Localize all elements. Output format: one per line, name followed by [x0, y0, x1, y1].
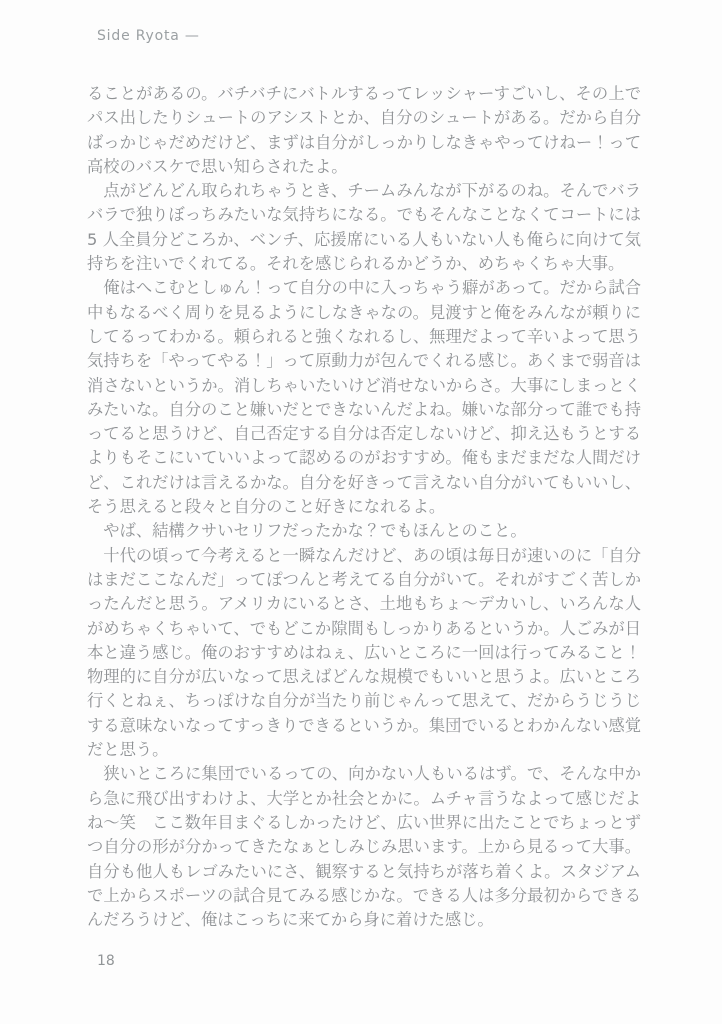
page-number: 18	[97, 953, 115, 969]
paragraph-1: ることがあるの。バチバチにバトルするってレッシャーすごいし、その上でパス出したりシュートのアシストとか、自分のシュートがある。だから自分ばっかじゃだめだけど、まずは自分がしっかりしなきゃやってけねー！って高校のバスケで思い知らされたよ。	[87, 84, 641, 176]
paragraph-6: 狭いところに集団でいるっての、向かない人もいるはず。で、そんな中から急に飛び出すわけよ、大学とか社会とかに。ムチャ言うなよって感じだよね〜笑 ここ数年目まぐるしかったけど、広い世界に出たことでちょっとずつ自分の形が分かってきたなぁとしみじみ思います。上から見るって大事。自分も他人もレゴみたいにさ、観察すると気持ちが落ち着くよ。スタジアムで上からスポーツの試合見てみる感じかな。できる人は多分最初からできるんだろうけど、俺はこっちに来てから身に着けた感じ。	[87, 764, 641, 930]
running-header: Side Ryota —	[97, 28, 200, 44]
paragraph-3: 俺はへこむとしゅん！って自分の中に入っちゃう癖があって。だから試合中もなるべく周りを見るようにしなきゃなの。見渡すと俺をみんなが頼りにしてるってわかる。頼られると強くなれるし、無理だよって辛いよって思う気持ちを「やってやる！」って原動力が包んでくれる感じ。あくまで弱音は消さないというか。消しちゃいたいけど消せないからさ。大事にしまっとくみたいな。自分のこと嫌いだとできないんだよね。嫌いな部分って誰でも持ってると思うけど、自己否定する自分は否定しないけど、抑え込もうとするよりもそこにいていいよって認めるのがおすすめ。俺もまだまだな人間だけど、これだけは言えるかな。自分を好きって言えない自分がいてもいいし、そう思えると段々と自分のこと好きになれるよ。	[87, 278, 641, 517]
paragraph-4: やば、結構クサいセリフだったかな？でもほんとのこと。	[87, 521, 527, 541]
body-text	[87, 82, 641, 932]
paragraph-2: 点がどんどん取られちゃうとき、チームみんなが下がるのね。そんでバラバラで独りぼっちみたいな気持ちになる。でもそんなことなくてコートには 5 人全員分どころか、ベンチ、応援席にいる人もいない人も俺らに向けて気持ちを注いでくれてる。それを感じられるかどうか、めちゃくちゃ大事。	[87, 181, 641, 274]
paragraph-5: 十代の頃って今考えると一瞬なんだけど、あの頃は毎日が速いのに「自分はまだここなんだ」ってぽつんと考えてる自分がいて。それがすごく苦しかったんだと思う。アメリカにいるとさ、土地もちょ〜デカいし、いろんな人がめちゃくちゃいて、でもどこか隙間もしっかりあるというか。人ごみが日本と違う感じ。俺のおすすめはねぇ、広いところに一回は行ってみること！物理的に自分が広いなって思えばどんな規模でもいいと思うよ。広いところ行くとねぇ、ちっぽけな自分が当たり前じゃんって思えて、だからうじうじする意味ないなってすっきりできるというか。集団でいるとわかんない感覚だと思う。	[87, 545, 641, 760]
